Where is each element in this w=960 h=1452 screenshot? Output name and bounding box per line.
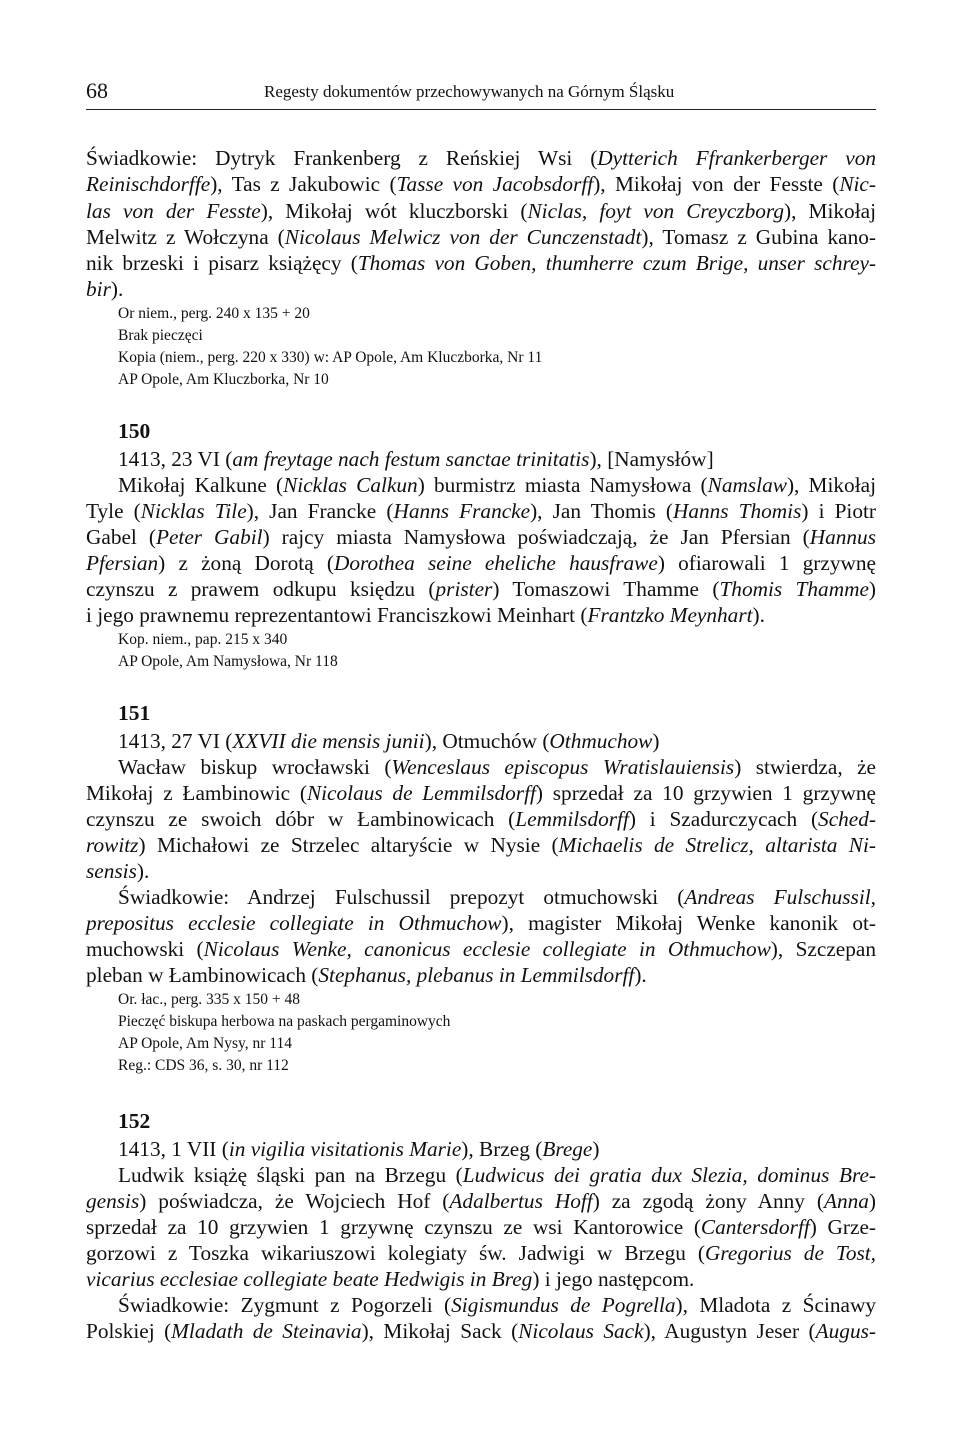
text-segment: ) burmistrz miasta Namysłowa (: [417, 473, 708, 497]
text-segment: ): [592, 1137, 600, 1161]
running-title: Regesty dokumentów przechowywanych na Górnym Śląsku: [264, 82, 675, 101]
text-segment: ), Otmuchów (: [424, 729, 550, 753]
text-segment: Reg.: CDS 36, s. 30, nr 112: [118, 1057, 289, 1074]
text-segment: Tyle (: [86, 499, 141, 523]
text-segment: czynszu z prawem odkupu księdzu (: [86, 577, 436, 601]
text-segment: Polskiej (: [86, 1319, 172, 1343]
text-segment: Kopia (niem., perg. 220 x 330) w: AP Opole, Am Kluczborka, Nr 11: [118, 349, 543, 366]
latin-quote: prister: [435, 577, 493, 601]
text-segment: Or niem., perg. 240 x 135 + 20: [118, 305, 310, 322]
body-line: [86, 224, 876, 250]
latin-quote: Othmuchow: [549, 729, 653, 753]
latin-quote: Thomis Thamme: [719, 577, 869, 601]
text-segment: ), Mikołaj: [786, 473, 876, 497]
paragraph-end-line: [86, 1266, 876, 1292]
archival-note: [118, 1012, 450, 1032]
text-segment: AP Opole, Am Kluczborka, Nr 10: [118, 371, 329, 388]
text-segment: ).: [136, 859, 150, 883]
body-line: [86, 910, 876, 936]
latin-quote: Nicolaus Wenke, canonicus ecclesie collegiate in Othmuchow: [203, 937, 771, 961]
body-line: [86, 498, 876, 524]
latin-quote: Thomas von Goben, thumherre czum Brige, unser schrey-: [357, 251, 876, 275]
paragraph-end-line: [86, 962, 876, 988]
text-segment: AP Opole, Am Nysy, nr 114: [118, 1035, 292, 1052]
text-segment: Mikołaj Kalkune (: [118, 473, 284, 497]
text-segment: ), magister Mikołaj Wenke kanonik ot-: [501, 911, 876, 935]
paragraph-end-line: [86, 276, 876, 302]
text-segment: Pieczęć biskupa herbowa na paskach pergaminowych: [118, 1013, 451, 1030]
text-segment: ) rajcy miasta Namysłowa poświadczają, że Jan Pfersian (: [262, 525, 810, 549]
paragraph-end-line: [86, 858, 876, 884]
text-segment: i jego prawnemu reprezentantowi Franciszkowi Meinhart (: [86, 603, 588, 627]
body-line: [86, 1214, 876, 1240]
text-segment: 1413, 27 VI (: [118, 729, 233, 753]
latin-quote: in vigilia visitationis Marie: [228, 1137, 462, 1161]
text-segment: Wacław biskup wrocławski (: [118, 755, 392, 779]
latin-quote: XXVII die mensis junii: [232, 729, 425, 753]
latin-quote: Nicolaus Sack: [518, 1319, 644, 1343]
entry-number: [118, 700, 150, 726]
body-line: [86, 1240, 876, 1266]
body-line: [86, 576, 876, 602]
latin-quote: Augus-: [815, 1319, 876, 1343]
text-segment: Mikołaj z Łambinowic (: [86, 781, 307, 805]
paragraph-start-line: [118, 754, 876, 780]
text-segment: 1413, 23 VI (: [118, 447, 233, 471]
latin-quote: vicarius ecclesiae collegiate beate Hedwigis in Breg: [86, 1267, 533, 1291]
archival-note: [118, 304, 310, 324]
text-segment: ) i Piotr: [801, 499, 876, 523]
latin-quote: Reinischdorffe: [86, 172, 211, 196]
text-segment: ).: [752, 603, 765, 627]
text-segment: ), Mikołaj: [784, 199, 876, 223]
latin-quote: Hannus: [809, 525, 876, 549]
body-line: [86, 1188, 876, 1214]
text-segment: ), Tomasz z Gubina kano-: [641, 225, 876, 249]
text-segment: ), Mikołaj Sack (: [361, 1319, 519, 1343]
paragraph-end-line: [86, 602, 876, 628]
archival-note: [118, 652, 338, 672]
text-segment: 152: [118, 1109, 151, 1133]
entry-number: [118, 418, 150, 444]
body-line: [86, 250, 876, 276]
text-segment: ): [652, 729, 660, 753]
latin-quote: Nic-: [839, 172, 876, 196]
body-line: [86, 1318, 876, 1344]
header-rule: [86, 109, 876, 110]
latin-quote: Hanns Thomis: [672, 499, 802, 523]
running-header: [0, 0, 960, 120]
latin-quote: Wenceslaus episcopus Wratislauiensis: [391, 755, 735, 779]
archival-note: [118, 326, 203, 346]
entry-date-line: [118, 1136, 599, 1162]
text-segment: ), Mladota z Ścinawy: [675, 1293, 876, 1317]
text-segment: Brak pieczęci: [118, 327, 203, 344]
body-line: [86, 780, 876, 806]
text-segment: ) i Szadurczycach (: [628, 807, 819, 831]
body-line: [86, 198, 876, 224]
entry-number: [118, 1108, 150, 1134]
latin-quote: Nicklas Tile: [140, 499, 247, 523]
latin-quote: Mladath de Steinavia: [171, 1319, 362, 1343]
paragraph-start-line: [118, 884, 876, 910]
text-segment: Świadkowie: Dytryk Frankenberg z Reńskiej Wsi (: [86, 146, 598, 170]
text-segment: Gabel (: [86, 525, 156, 549]
text-segment: ), Jan Francke (: [246, 499, 394, 523]
latin-quote: Namslaw: [707, 473, 787, 497]
latin-quote: las von der Fesste: [86, 199, 261, 223]
text-segment: ) poświadcza, że Wojciech Hof (: [139, 1189, 450, 1213]
text-segment: ) za zgodą żony Anny (: [592, 1189, 824, 1213]
latin-quote: rowitz: [86, 833, 139, 857]
text-segment: pleban w Łambinowicach (: [86, 963, 319, 987]
latin-quote: Nicolaus Melwicz von der Cunczenstadt: [284, 225, 642, 249]
body-line: [86, 936, 876, 962]
archival-note: [118, 1034, 292, 1054]
paragraph-start-line: [118, 1292, 876, 1318]
text-segment: sprzedał za 10 grzywien 1 grzywnę czynszu ze wsi Kantorowice (: [86, 1215, 701, 1239]
entry-date-line: [118, 728, 659, 754]
text-segment: ) sprzedał za 10 grzywien 1 grzywnę: [535, 781, 876, 805]
text-segment: ), Mikołaj wót kluczborski (: [260, 199, 528, 223]
latin-quote: Cantersdorff: [700, 1215, 810, 1239]
text-segment: ) stwierdza, że: [734, 755, 877, 779]
latin-quote: Lemmilsdorff: [515, 807, 629, 831]
entry-date-line: [118, 446, 714, 472]
latin-quote: gensis: [86, 1189, 140, 1213]
latin-quote: Pfersian: [86, 551, 159, 575]
latin-quote: prepositus ecclesie collegiate in Othmuchow: [86, 911, 502, 935]
paragraph-start-line: [118, 472, 876, 498]
text-segment: ) ofiarowali 1 grzywnę: [657, 551, 876, 575]
text-segment: 1413, 1 VII (: [118, 1137, 229, 1161]
paragraph-start-line: [118, 1162, 876, 1188]
text-segment: ), Jan Thomis (: [530, 499, 673, 523]
latin-quote: Brege: [542, 1137, 593, 1161]
text-segment: ) Grze-: [809, 1215, 876, 1239]
body-line: [86, 171, 876, 197]
body-line: [86, 550, 876, 576]
text-segment: Or. łac., perg. 335 x 150 + 48: [118, 991, 300, 1008]
text-segment: Świadkowie: Zygmunt z Pogorzeli (: [118, 1293, 452, 1317]
latin-quote: Anna: [823, 1189, 869, 1213]
latin-quote: Adalbertus Hoff: [449, 1189, 593, 1213]
latin-quote: Andreas Fulschussil,: [684, 885, 876, 909]
latin-quote: Sigismundus de Pogrella: [451, 1293, 676, 1317]
body-line: [86, 145, 876, 171]
latin-quote: sensis: [86, 859, 137, 883]
text-segment: ).: [110, 277, 124, 301]
latin-quote: Dytterich Ffrankerberger von: [597, 146, 876, 170]
latin-quote: Ludwicus dei gratia dux Slezia, dominus Bre-: [462, 1163, 876, 1187]
latin-quote: Niclas, foyt von Creyczborg: [527, 199, 785, 223]
body-line: [86, 806, 876, 832]
text-segment: ) z żoną Dorotą (: [158, 551, 334, 575]
text-segment: AP Opole, Am Namysłowa, Nr 118: [118, 653, 338, 670]
archival-note: [118, 990, 300, 1010]
latin-quote: Dorothea seine eheliche hausfrawe: [333, 551, 658, 575]
text-segment: ), [Namysłów]: [589, 447, 714, 471]
text-segment: 150: [118, 419, 151, 443]
text-segment: gorzowi z Toszka wikariuszowi kolegiaty św. Jadwigi w Brzegu (: [86, 1241, 705, 1265]
page-number: 68: [86, 78, 108, 103]
latin-quote: bir: [86, 277, 111, 301]
archival-note: [118, 370, 329, 390]
text-segment: ) Tomaszowi Thamme (: [492, 577, 720, 601]
text-segment: Świadkowie: Andrzej Fulschussil prepozyt otmuchowski (: [118, 885, 685, 909]
archival-note: [118, 630, 287, 650]
latin-quote: Frantzko Meynhart: [587, 603, 753, 627]
latin-quote: Michaelis de Strelicz, altarista Ni-: [558, 833, 876, 857]
text-segment: Ludwik książę śląski pan na Brzegu (: [118, 1163, 463, 1187]
text-segment: ) Michałowi ze Strzelec altaryście w Nysie (: [138, 833, 559, 857]
text-segment: ).: [634, 963, 647, 987]
text-segment: ), Augustyn Jeser (: [643, 1319, 816, 1343]
text-segment: ), Tas z Jakubowic (: [210, 172, 397, 196]
text-segment: 151: [118, 701, 151, 725]
text-segment: ) i jego następcom.: [532, 1267, 695, 1291]
latin-quote: Sched-: [818, 807, 876, 831]
text-segment: Melwitz z Wołczyna (: [86, 225, 285, 249]
body-line: [86, 524, 876, 550]
latin-quote: Peter Gabil: [155, 525, 263, 549]
latin-quote: Tasse von Jacobsdorff: [396, 172, 594, 196]
latin-quote: am freytage nach festum sanctae trinitatis: [232, 447, 590, 471]
text-segment: nik brzeski i pisarz książęcy (: [86, 251, 358, 275]
text-segment: ): [868, 1189, 877, 1213]
body-line: [86, 832, 876, 858]
latin-quote: Nicklas Calkun: [283, 473, 418, 497]
latin-quote: Stephanus, plebanus in Lemmilsdorff: [318, 963, 635, 987]
text-segment: ), Szczepan: [770, 937, 876, 961]
text-segment: ), Brzeg (: [461, 1137, 543, 1161]
text-segment: muchowski (: [86, 937, 204, 961]
latin-quote: Hanns Francke: [393, 499, 531, 523]
text-segment: Kop. niem., pap. 215 x 340: [118, 631, 288, 648]
text-segment: czynszu ze swoich dóbr w Łambinowicach (: [86, 807, 516, 831]
latin-quote: Nicolaus de Lemmilsdorff: [306, 781, 536, 805]
text-segment: ), Mikołaj von der Fesste (: [593, 172, 840, 196]
archival-note: [118, 348, 542, 368]
latin-quote: Gregorius de Tost,: [705, 1241, 877, 1265]
text-segment: ): [868, 577, 876, 601]
archival-note: [118, 1056, 289, 1076]
